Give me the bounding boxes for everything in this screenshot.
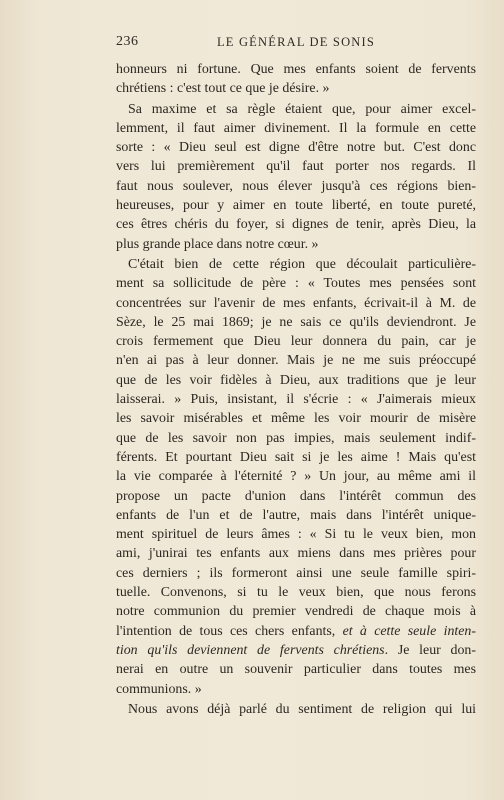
- italic-phrase: et à cette seule inten-: [342, 623, 476, 639]
- text-line: ces derniers ; ils formeront ainsi une seule famille spiri-: [116, 565, 476, 581]
- text-line: honneurs ni fortune. Que mes enfants soient de fervents: [116, 62, 476, 77]
- text-line: lemment, il faut aimer divinement. Il la formule en cette: [116, 120, 476, 136]
- text-line: ces êtres chéris du foyer, si dignes de tenir, après Dieu, la: [116, 217, 476, 233]
- italic-phrase: tion qu'ils deviennent de fervents chrétiens: [116, 642, 385, 658]
- text-line: nerai en outre un souvenir particulier dans toutes mes: [116, 662, 476, 678]
- text-line: ami, j'unirai tes enfants aux miens dans mes prières pour: [116, 546, 476, 562]
- text-line: laisserai. » Puis, insistant, il s'écrie : « J'aimerais mieux: [116, 392, 476, 408]
- text-line: faut nous soulever, nous élever jusqu'à ces régions bien-: [116, 178, 476, 194]
- text-line: notre communion du premier vendredi de chaque mois à: [116, 604, 476, 620]
- text-line: C'était bien de cette région que découlait particulière-: [128, 256, 476, 272]
- text-line: tuelle. Convenons, si tu le veux bien, que nous ferons: [116, 585, 476, 601]
- page-number: 236: [116, 34, 139, 49]
- text-line: que de les savoir non pas impies, mais seulement indif-: [116, 430, 476, 446]
- text-line: heureuses, pour y aimer en toute liberté, en toute pureté,: [116, 198, 476, 214]
- text-line: l'intention de tous ces chers enfants, et à cette seule inten-: [116, 623, 476, 639]
- body-text: [116, 60, 476, 719]
- text-line: communions. »: [116, 681, 202, 697]
- text-line: chrétiens : c'est tout ce que je désire. »: [116, 81, 330, 97]
- running-title: LE GÉNÉRAL DE SONIS: [216, 35, 376, 49]
- text-line: enfants de l'un et de l'autre, mais dans l'intérêt unique-: [116, 507, 476, 523]
- text-line: que de les voir fidèles à Dieu, aux traditions que je leur: [116, 372, 476, 388]
- text-line: plus grande place dans notre cœur. »: [116, 236, 319, 252]
- page-header: [116, 34, 476, 54]
- text-line: férents. Et pourtant Dieu sait si je les aime ! Mais qu'est: [116, 449, 476, 465]
- text-line: la vie comparée à l'éternité ? » Un jour, au même ami il: [116, 469, 476, 485]
- text-line: propose un pacte d'union dans l'intérêt commun des: [116, 488, 476, 504]
- text-line: crois fermement que Dieu leur donnera du pain, car je: [116, 334, 476, 350]
- text-line: sorte : « Dieu seul est digne d'être notre but. C'est donc: [116, 140, 476, 156]
- text-line: Nous avons déjà parlé du sentiment de religion qui lui: [128, 701, 476, 717]
- text-line: Sa maxime et sa règle étaient que, pour aimer excel-: [128, 101, 476, 117]
- text-line: vers lui premièrement qu'il faut porter nos regards. Il: [116, 159, 476, 175]
- text-line: ment sa sollicitude de père : « Toutes mes pensées sont: [116, 276, 476, 292]
- text-line: ment spirituel de leurs âmes : « Si tu le veux bien, mon: [116, 527, 476, 543]
- text-line: n'en ai pas à leur donner. Mais je ne me suis préoccupé: [116, 353, 476, 369]
- text-line: concentrées sur l'avenir de mes enfants, écrivait-il à M. de: [116, 295, 476, 311]
- text-line: tion qu'ils deviennent de fervents chrétiens. Je leur don-: [116, 642, 476, 658]
- text-line: les savoir misérables et même les voir mourir de misère: [116, 411, 476, 427]
- text-line: Sèze, le 25 mai 1869; je ne sais ce qu'ils deviendront. Je: [116, 314, 476, 330]
